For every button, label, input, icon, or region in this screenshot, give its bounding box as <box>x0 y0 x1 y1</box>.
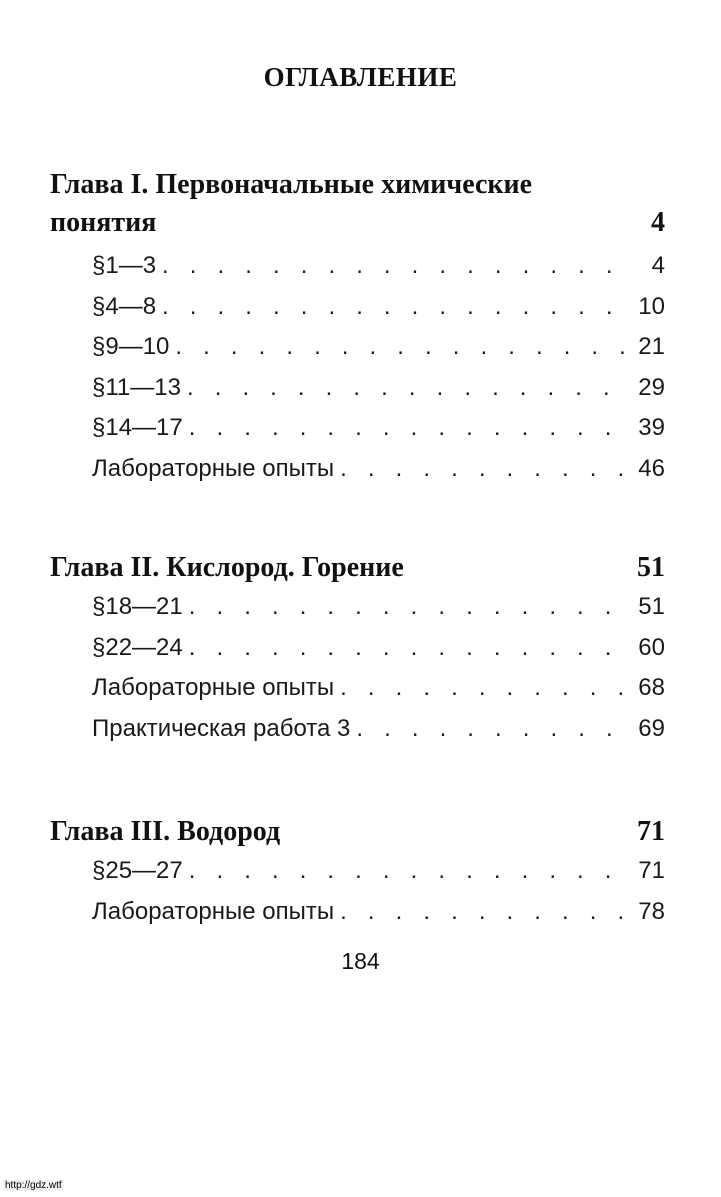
entry-title: §22—24 <box>92 633 183 661</box>
entry-title: Лабораторные опыты <box>92 454 335 482</box>
entry-page: 39 <box>638 414 665 441</box>
entry-title: §9—10 <box>92 333 170 360</box>
leader-dots <box>340 892 632 933</box>
page-number: 184 <box>341 948 380 974</box>
toc-entry <box>50 587 665 628</box>
leader-dots <box>162 287 632 328</box>
entry-title: §1—3 <box>92 252 157 279</box>
entry-page: 21 <box>638 333 665 360</box>
leader-dots <box>189 851 633 892</box>
leader-dots <box>189 628 633 669</box>
chapter-2 <box>50 549 665 749</box>
entry-title: §18—21 <box>92 593 183 620</box>
leader-dots <box>175 327 632 368</box>
chapter-title: Глава III. Водород <box>50 816 281 847</box>
entry-title: Практическая работа 3 <box>92 714 351 742</box>
chapter-3 <box>50 813 665 932</box>
toc-entry <box>50 628 665 669</box>
entry-title: Лабораторные опыты <box>92 674 335 701</box>
entry-title: §25—27 <box>92 857 183 884</box>
page-title: ОГЛАВЛЕНИЕ <box>263 62 458 92</box>
chapter-page: 4 <box>651 207 665 238</box>
entry-page: 51 <box>638 593 665 620</box>
leader-dots <box>189 587 633 628</box>
chapter-page: 51 <box>637 552 665 583</box>
leader-dots <box>340 449 632 490</box>
leader-dots <box>356 709 632 750</box>
entry-title: §4—8 <box>92 292 157 320</box>
entry-title: Лабораторные опыты <box>92 897 335 925</box>
entry-title: §11—13 <box>92 373 181 401</box>
entry-page: 69 <box>638 714 665 742</box>
watermark-link[interactable]: http://gdz.wtf <box>5 1180 62 1191</box>
entry-page: 29 <box>638 373 665 401</box>
chapter-title: Глава I. Первоначальные химические понятия <box>50 169 533 238</box>
entry-page: 46 <box>638 454 665 482</box>
leader-dots <box>340 668 632 709</box>
chapter-page: 71 <box>637 816 665 847</box>
toc-entry <box>50 408 665 449</box>
entry-page: 71 <box>638 857 665 884</box>
entry-page: 60 <box>638 633 665 661</box>
leader-dots <box>162 246 633 287</box>
chapter-heading <box>50 549 665 587</box>
toc-entry <box>50 449 665 490</box>
leader-dots <box>187 368 632 409</box>
chapter-1 <box>50 166 665 489</box>
toc-entry <box>50 668 665 709</box>
toc-entry <box>50 851 665 892</box>
toc-entry <box>50 368 665 409</box>
entry-page: 4 <box>651 252 665 279</box>
chapter-heading <box>50 166 665 242</box>
toc-entry <box>50 327 665 368</box>
entry-page: 78 <box>638 897 665 925</box>
toc-entry <box>50 287 665 328</box>
entry-page: 10 <box>638 292 665 320</box>
toc-entry <box>50 246 665 287</box>
entry-title: §14—17 <box>92 414 183 441</box>
chapter-heading <box>50 813 665 851</box>
toc-entry <box>50 709 665 750</box>
toc-entry <box>50 892 665 933</box>
entry-page: 68 <box>638 674 665 701</box>
leader-dots <box>189 408 633 449</box>
chapter-title: Глава II. Кислород. Горение <box>50 552 404 583</box>
